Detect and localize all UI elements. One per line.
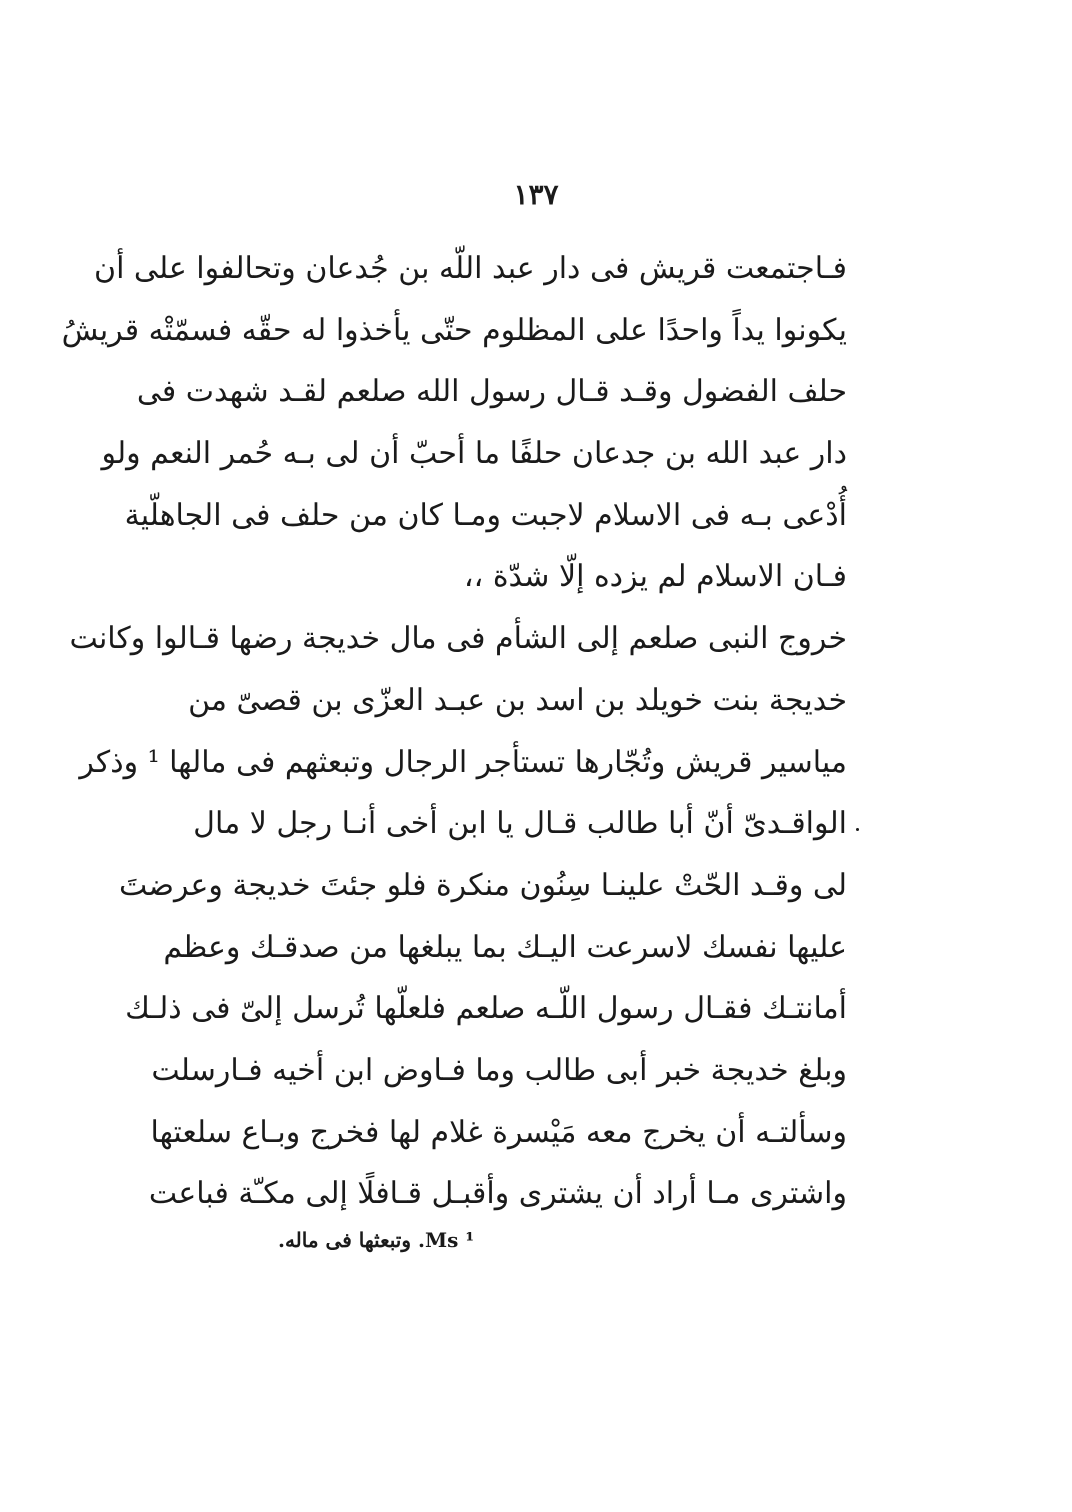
body-text: [61, 238, 847, 1225]
text-line: حلف الفضول وقـد قـال رسول الله صلعم لقـد شهدت فى: [136, 374, 847, 410]
text-line: وبلغ خديجة خبر أبى طالب وما فـاوض ابن أخيه فـارسلت: [151, 1052, 847, 1088]
text-line: مياسير قريش وتُجّارها تستأجر الرجال وتبعثهم فى مالها ¹ وذكر: [79, 744, 847, 780]
text-line: خديجة بنت خويلد بن اسد بن عبـد العزّى بن قصىّ من: [188, 682, 847, 718]
text-line: دار عبد الله بن جدعان حلفًا ما أحبّ أن لى بـه حُمر النعم ولو: [101, 436, 847, 472]
text-line: أُدْعى بـه فى الاسلام لاجبت ومـا كان من حلف فى الجاهلّية: [124, 497, 847, 533]
text-line: واشترى مـا أراد أن يشترى وأقبـل قـافلًا إلى مكـّة فباعت: [148, 1176, 847, 1212]
text-line: فـاجتمعت قريش فى دار عبد اللّه بن جُدعان وتحالفوا على أن: [94, 251, 847, 286]
text-line: لى وقـد الحّتْ علينـا سِنُون منكرة فلو جئتَ خديجة وعرضتَ: [119, 867, 847, 903]
section-heading-line: خروج النبى صلعم إلى الشأم فى مال خديجة رضها قـالوا وكانت: [69, 621, 847, 657]
margin-dot: [856, 828, 859, 831]
text-line: يكونوا يداً واحدًا على المظلوم حتّى يأخذوا له حقّه فسمّتْه قريشُ: [61, 312, 847, 348]
footnote: ¹ Ms. وتبعثها فى ماله.: [278, 1228, 475, 1252]
text-line: الواقـدىّ أنّ أبا طالب قـال يا ابن أخى أنـا رجل لا مال: [193, 806, 847, 842]
text-line: عليها نفسك لاسرعت اليـك بما يبلغها من صدقـك وعظم: [163, 929, 847, 965]
text-line: أمانتـك فقـال رسول اللّـه صلعم فلعلّها تُرسل إلىّ فى ذلـك: [125, 991, 847, 1027]
text-line: فـان الاسلام لم يزده إلّا شدّة ،،: [463, 559, 847, 595]
page-number: ١٣٧: [513, 178, 559, 211]
text-line: وسألتـه أن يخرج معه مَيْسرة غلام لها فخرج وبـاع سلعتها: [150, 1114, 847, 1150]
